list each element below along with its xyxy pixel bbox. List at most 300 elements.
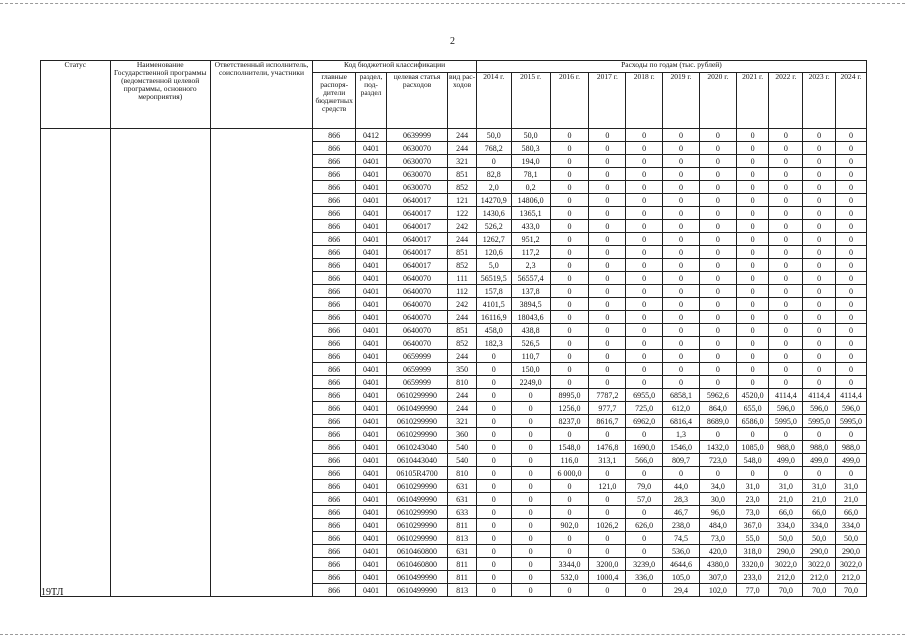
header-year: 2014 г.	[476, 73, 511, 129]
code-cell: 851	[448, 246, 477, 259]
amount-cell: 0	[589, 545, 626, 558]
amount-cell: 0	[736, 168, 769, 181]
amount-cell: 0	[626, 220, 663, 233]
amount-cell: 0	[476, 389, 511, 402]
amount-cell: 0	[476, 532, 511, 545]
blank-cell	[41, 441, 111, 454]
code-cell: 866	[313, 428, 356, 441]
amount-cell: 3320,0	[736, 558, 769, 571]
amount-cell: 334,0	[769, 519, 803, 532]
blank-cell	[41, 519, 111, 532]
amount-cell: 3022,0	[769, 558, 803, 571]
code-cell: 852	[448, 181, 477, 194]
code-cell: 866	[313, 480, 356, 493]
amount-cell: 55,0	[736, 532, 769, 545]
blank-cell	[210, 558, 312, 571]
blank-cell	[41, 571, 111, 584]
blank-cell	[41, 545, 111, 558]
code-cell: 540	[448, 454, 477, 467]
blank-cell	[210, 467, 312, 480]
code-cell: 866	[313, 285, 356, 298]
blank-cell	[210, 454, 312, 467]
code-cell: 0401	[356, 298, 387, 311]
blank-cell	[41, 311, 111, 324]
amount-cell: 0	[626, 155, 663, 168]
blank-cell	[210, 376, 312, 389]
amount-cell: 0	[589, 142, 626, 155]
amount-cell: 0	[626, 428, 663, 441]
amount-cell: 0	[511, 454, 550, 467]
scan-edge-top	[0, 3, 905, 4]
amount-cell: 0	[589, 584, 626, 597]
code-cell: 866	[313, 558, 356, 571]
table-row	[41, 558, 867, 571]
code-cell: 0630070	[386, 155, 447, 168]
amount-cell: 0	[589, 363, 626, 376]
amount-cell: 0	[476, 519, 511, 532]
header-year: 2022 г.	[769, 73, 803, 129]
amount-cell: 0	[550, 428, 589, 441]
amount-cell: 0	[663, 259, 700, 272]
amount-cell: 0	[835, 168, 866, 181]
amount-cell: 0	[803, 337, 836, 350]
table-row	[41, 363, 867, 376]
header-section: раздел, под-раздел	[356, 73, 387, 129]
blank-cell	[110, 389, 210, 402]
blank-cell	[110, 376, 210, 389]
blank-cell	[41, 506, 111, 519]
blank-cell	[41, 246, 111, 259]
amount-cell: 4114,4	[769, 389, 803, 402]
blank-cell	[41, 233, 111, 246]
amount-cell: 0	[589, 181, 626, 194]
table-row	[41, 519, 867, 532]
blank-cell	[110, 311, 210, 324]
code-cell: 321	[448, 415, 477, 428]
amount-cell: 499,0	[769, 454, 803, 467]
amount-cell: 0	[550, 194, 589, 207]
amount-cell: 102,0	[699, 584, 736, 597]
amount-cell: 0	[769, 207, 803, 220]
amount-cell: 0	[626, 337, 663, 350]
header-year: 2023 г.	[803, 73, 836, 129]
amount-cell: 14806,0	[511, 194, 550, 207]
amount-cell: 4101,5	[476, 298, 511, 311]
amount-cell: 0	[511, 480, 550, 493]
blank-cell	[41, 194, 111, 207]
code-cell: 631	[448, 493, 477, 506]
amount-cell: 0	[835, 363, 866, 376]
amount-cell: 0	[699, 233, 736, 246]
amount-cell: 0	[550, 155, 589, 168]
code-cell: 866	[313, 519, 356, 532]
amount-cell: 0	[769, 129, 803, 142]
amount-cell: 0	[550, 493, 589, 506]
amount-cell: 0	[589, 428, 626, 441]
code-cell: 0659999	[386, 363, 447, 376]
amount-cell: 6816,4	[663, 415, 700, 428]
blank-cell	[110, 246, 210, 259]
amount-cell: 4520,0	[736, 389, 769, 402]
amount-cell: 4380,0	[699, 558, 736, 571]
amount-cell: 0	[803, 207, 836, 220]
page-number: 2	[450, 36, 455, 47]
code-cell: 866	[313, 363, 356, 376]
amount-cell: 5,0	[476, 259, 511, 272]
blank-cell	[110, 194, 210, 207]
amount-cell: 0	[589, 233, 626, 246]
amount-cell: 318,0	[736, 545, 769, 558]
amount-cell: 56557,4	[511, 272, 550, 285]
amount-cell: 1256,0	[550, 402, 589, 415]
code-cell: 0401	[356, 168, 387, 181]
amount-cell: 0	[511, 493, 550, 506]
amount-cell: 526,2	[476, 220, 511, 233]
amount-cell: 0	[626, 246, 663, 259]
amount-cell: 334,0	[835, 519, 866, 532]
amount-cell: 0	[769, 350, 803, 363]
amount-cell: 0	[769, 428, 803, 441]
amount-cell: 0	[550, 129, 589, 142]
code-cell: 866	[313, 571, 356, 584]
amount-cell: 0	[835, 272, 866, 285]
code-cell: 244	[448, 350, 477, 363]
amount-cell: 3200,0	[589, 558, 626, 571]
header-budget-code-group: Код бюджетной классификации	[313, 61, 477, 73]
amount-cell: 0	[769, 142, 803, 155]
amount-cell: 0	[511, 519, 550, 532]
amount-cell: 0	[736, 155, 769, 168]
code-cell: 0401	[356, 584, 387, 597]
amount-cell: 0	[476, 545, 511, 558]
amount-cell: 0	[511, 571, 550, 584]
amount-cell: 0	[699, 467, 736, 480]
blank-cell	[110, 363, 210, 376]
code-cell: 0659999	[386, 376, 447, 389]
code-cell: 0401	[356, 467, 387, 480]
code-cell: 0401	[356, 259, 387, 272]
table-row	[41, 155, 867, 168]
blank-cell	[210, 298, 312, 311]
amount-cell: 0	[626, 129, 663, 142]
amount-cell: 0	[550, 246, 589, 259]
amount-cell: 433,0	[511, 220, 550, 233]
amount-cell: 0	[803, 363, 836, 376]
amount-cell: 0	[476, 350, 511, 363]
header-expenses-group: Расходы по годам (тыс. рублей)	[476, 61, 866, 73]
code-cell: 0640017	[386, 259, 447, 272]
blank-cell	[110, 207, 210, 220]
amount-cell: 3344,0	[550, 558, 589, 571]
amount-cell: 0	[835, 142, 866, 155]
budget-table	[40, 60, 867, 597]
code-cell: 0401	[356, 272, 387, 285]
code-cell: 0610299990	[386, 389, 447, 402]
header-expense-type: вид рас-ходов	[448, 73, 477, 129]
amount-cell: 0	[476, 155, 511, 168]
blank-cell	[41, 467, 111, 480]
code-cell: 0401	[356, 545, 387, 558]
amount-cell: 2,3	[511, 259, 550, 272]
code-cell: 0401	[356, 441, 387, 454]
table-row	[41, 545, 867, 558]
code-cell: 866	[313, 389, 356, 402]
code-cell: 631	[448, 545, 477, 558]
amount-cell: 96,0	[699, 506, 736, 519]
blank-cell	[210, 428, 312, 441]
amount-cell: 596,0	[803, 402, 836, 415]
amount-cell: 0	[803, 311, 836, 324]
amount-cell: 0	[769, 259, 803, 272]
header-year: 2020 г.	[699, 73, 736, 129]
amount-cell: 548,0	[736, 454, 769, 467]
blank-cell	[210, 584, 312, 597]
amount-cell: 0	[736, 259, 769, 272]
blank-cell	[110, 584, 210, 597]
amount-cell: 0	[736, 298, 769, 311]
blank-cell	[210, 129, 312, 142]
blank-cell	[110, 545, 210, 558]
amount-cell: 1262,7	[476, 233, 511, 246]
blank-cell	[110, 181, 210, 194]
amount-cell: 0	[511, 389, 550, 402]
code-cell: 0610299990	[386, 428, 447, 441]
code-cell: 0659999	[386, 350, 447, 363]
code-cell: 813	[448, 532, 477, 545]
blank-cell	[41, 220, 111, 233]
code-cell: 633	[448, 506, 477, 519]
code-cell: 244	[448, 233, 477, 246]
code-cell: 0401	[356, 454, 387, 467]
amount-cell: 0	[550, 259, 589, 272]
amount-cell: 1,3	[663, 428, 700, 441]
amount-cell: 31,0	[803, 480, 836, 493]
amount-cell: 0	[803, 181, 836, 194]
amount-cell: 6962,0	[626, 415, 663, 428]
amount-cell: 212,0	[803, 571, 836, 584]
amount-cell: 1085,0	[736, 441, 769, 454]
amount-cell: 50,0	[769, 532, 803, 545]
code-cell: 0401	[356, 506, 387, 519]
amount-cell: 988,0	[803, 441, 836, 454]
amount-cell: 0	[736, 142, 769, 155]
amount-cell: 8689,0	[699, 415, 736, 428]
code-cell: 0610499990	[386, 402, 447, 415]
amount-cell: 0	[550, 311, 589, 324]
code-cell: 866	[313, 441, 356, 454]
blank-cell	[110, 324, 210, 337]
blank-cell	[110, 272, 210, 285]
code-cell: 244	[448, 142, 477, 155]
amount-cell: 0	[803, 350, 836, 363]
blank-cell	[41, 428, 111, 441]
table-row	[41, 506, 867, 519]
amount-cell: 3022,0	[835, 558, 866, 571]
amount-cell: 0	[769, 467, 803, 480]
amount-cell: 0	[699, 181, 736, 194]
table-row	[41, 168, 867, 181]
amount-cell: 0	[626, 142, 663, 155]
footer-code: 19ТЛ	[41, 587, 64, 598]
amount-cell: 1546,0	[663, 441, 700, 454]
amount-cell: 182,3	[476, 337, 511, 350]
code-cell: 0401	[356, 480, 387, 493]
table-row	[41, 441, 867, 454]
code-cell: 0610499990	[386, 571, 447, 584]
amount-cell: 902,0	[550, 519, 589, 532]
table-row	[41, 376, 867, 389]
amount-cell: 74,5	[663, 532, 700, 545]
amount-cell: 0	[736, 350, 769, 363]
amount-cell: 0	[699, 272, 736, 285]
amount-cell: 31,0	[769, 480, 803, 493]
code-cell: 0401	[356, 402, 387, 415]
code-cell: 0640017	[386, 207, 447, 220]
code-cell: 0610460800	[386, 558, 447, 571]
table-row	[41, 272, 867, 285]
blank-cell	[110, 532, 210, 545]
blank-cell	[41, 259, 111, 272]
blank-cell	[41, 298, 111, 311]
code-cell: 866	[313, 467, 356, 480]
amount-cell: 0	[663, 298, 700, 311]
amount-cell: 0	[550, 168, 589, 181]
amount-cell: 66,0	[769, 506, 803, 519]
amount-cell: 0	[663, 233, 700, 246]
amount-cell: 1548,0	[550, 441, 589, 454]
amount-cell: 0	[803, 129, 836, 142]
amount-cell: 0	[626, 311, 663, 324]
amount-cell: 0	[803, 298, 836, 311]
code-cell: 0610460800	[386, 545, 447, 558]
amount-cell: 0	[769, 181, 803, 194]
amount-cell: 0	[589, 337, 626, 350]
code-cell: 0401	[356, 324, 387, 337]
table-row	[41, 454, 867, 467]
amount-cell: 0	[511, 545, 550, 558]
amount-cell: 5995,0	[803, 415, 836, 428]
code-cell: 866	[313, 532, 356, 545]
code-cell: 852	[448, 337, 477, 350]
amount-cell: 626,0	[626, 519, 663, 532]
amount-cell: 0	[835, 246, 866, 259]
code-cell: 0630070	[386, 142, 447, 155]
amount-cell: 0	[663, 155, 700, 168]
amount-cell: 0	[699, 350, 736, 363]
blank-cell	[41, 168, 111, 181]
blank-cell	[110, 571, 210, 584]
blank-cell	[110, 129, 210, 142]
blank-cell	[210, 532, 312, 545]
amount-cell: 977,7	[589, 402, 626, 415]
amount-cell: 0	[769, 194, 803, 207]
code-cell: 0610499990	[386, 493, 447, 506]
amount-cell: 536,0	[663, 545, 700, 558]
amount-cell: 0	[835, 376, 866, 389]
code-cell: 0401	[356, 181, 387, 194]
blank-cell	[210, 324, 312, 337]
amount-cell: 31,0	[736, 480, 769, 493]
code-cell: 866	[313, 233, 356, 246]
amount-cell: 0	[736, 129, 769, 142]
code-cell: 0401	[356, 389, 387, 402]
code-cell: 0640070	[386, 298, 447, 311]
amount-cell: 44,0	[663, 480, 700, 493]
amount-cell: 0	[550, 142, 589, 155]
blank-cell	[41, 272, 111, 285]
amount-cell: 70,0	[835, 584, 866, 597]
amount-cell: 0	[736, 311, 769, 324]
table-row	[41, 207, 867, 220]
blank-cell	[41, 480, 111, 493]
amount-cell: 0	[626, 532, 663, 545]
blank-cell	[110, 337, 210, 350]
amount-cell: 238,0	[663, 519, 700, 532]
amount-cell: 5962,6	[699, 389, 736, 402]
code-cell: 242	[448, 220, 477, 233]
blank-cell	[41, 389, 111, 402]
blank-cell	[41, 350, 111, 363]
code-cell: 866	[313, 272, 356, 285]
code-cell: 0401	[356, 376, 387, 389]
amount-cell: 70,0	[769, 584, 803, 597]
amount-cell: 0	[699, 129, 736, 142]
code-cell: 866	[313, 506, 356, 519]
amount-cell: 0	[835, 220, 866, 233]
amount-cell: 105,0	[663, 571, 700, 584]
amount-cell: 0	[550, 545, 589, 558]
blank-cell	[41, 532, 111, 545]
blank-cell	[210, 233, 312, 246]
amount-cell: 233,0	[736, 571, 769, 584]
amount-cell: 0	[476, 376, 511, 389]
code-cell: 0401	[356, 519, 387, 532]
blank-cell	[110, 142, 210, 155]
amount-cell: 0	[626, 194, 663, 207]
code-cell: 866	[313, 259, 356, 272]
amount-cell: 864,0	[699, 402, 736, 415]
blank-cell	[210, 389, 312, 402]
amount-cell: 0	[769, 337, 803, 350]
blank-cell	[210, 415, 312, 428]
amount-cell: 0	[589, 207, 626, 220]
amount-cell: 0	[589, 298, 626, 311]
amount-cell: 14270,9	[476, 194, 511, 207]
amount-cell: 438,8	[511, 324, 550, 337]
blank-cell	[210, 272, 312, 285]
amount-cell: 0	[835, 155, 866, 168]
amount-cell: 499,0	[803, 454, 836, 467]
amount-cell: 0	[803, 246, 836, 259]
code-cell: 0640070	[386, 324, 447, 337]
amount-cell: 0	[835, 428, 866, 441]
amount-cell: 0	[511, 558, 550, 571]
blank-cell	[210, 181, 312, 194]
amount-cell: 0	[476, 493, 511, 506]
amount-cell: 0	[589, 155, 626, 168]
amount-cell: 1000,4	[589, 571, 626, 584]
amount-cell: 0	[626, 350, 663, 363]
amount-cell: 0	[550, 233, 589, 246]
code-cell: 0401	[356, 350, 387, 363]
amount-cell: 0	[699, 324, 736, 337]
amount-cell: 0	[736, 337, 769, 350]
amount-cell: 596,0	[769, 402, 803, 415]
blank-cell	[210, 194, 312, 207]
table-row	[41, 259, 867, 272]
code-cell: 852	[448, 259, 477, 272]
code-cell: 866	[313, 181, 356, 194]
